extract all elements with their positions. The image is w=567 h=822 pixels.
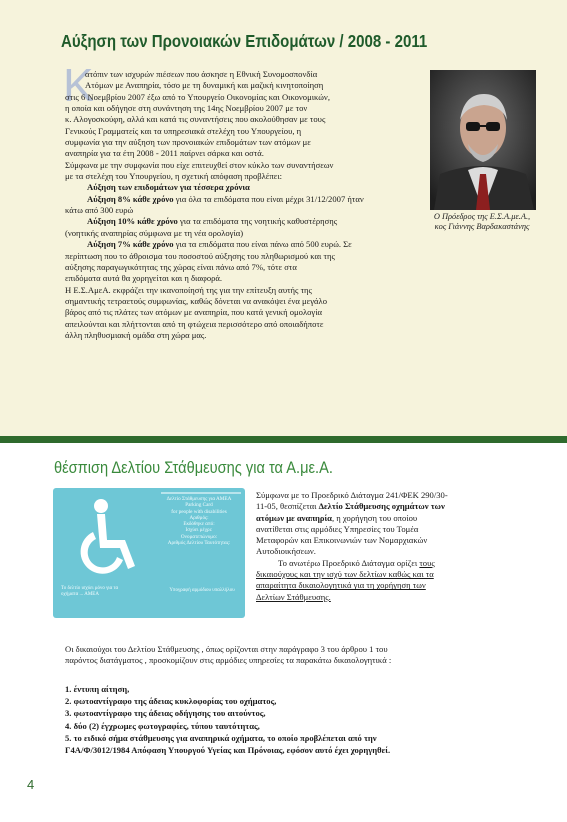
photo-caption: Ο Πρόεδρος της Ε.Σ.Α.με.Α., κος Γιάννης Βαρδακαστάνης <box>433 212 531 231</box>
section-divider <box>0 436 567 443</box>
article-title: Αύξηση των Προνοιακών Επιδομάτων / 2008 - 2011 <box>61 31 428 51</box>
body-line: συμφωνία για την αύξηση των προνοιακών επιδομάτων των ατόμων με <box>65 137 311 148</box>
body-line: Γενικούς Γραμματείς και τα υπηρεσιακά στελέχη του Υπουργείου, η <box>65 125 302 136</box>
list-item: 4. δύο (2) έγχρωμες φωτογραφίες, τύπου ταυτότητας, <box>65 720 260 731</box>
required-documents-list <box>65 683 535 756</box>
body-line: βάρος από τις πλάτες των ατόμων με αναπηρία, που κατά γενική ομολογία <box>65 307 323 318</box>
list-item: 1. έντυπη αίτηση, <box>65 684 130 694</box>
body-line: αύξησης παραγωγικότητας της χώρας είναι πάνω από 7%, τότε στα <box>65 261 297 272</box>
portrait-image <box>430 70 536 210</box>
body-line: αναπηρία για τα έτη 2008 - 2011 παίρνει σάρκα και οστά. <box>65 148 264 159</box>
drop-cap: Κ <box>63 59 94 111</box>
card-text: Δελτίο Στάθμευσης για ΑΜΕΑ Parking Card for people with disabilities Αριθμός: Εκδόθηκε από: Ισχύει μέχρι: Ονοματεπώνυμο: Αριθμός Δελτίου Ταυτότητας: <box>166 496 232 547</box>
increase-3-label: Αύξηση 7% κάθε χρόνο <box>87 239 174 250</box>
parking-card-image <box>53 488 245 618</box>
list-item: Γ4Α/Φ/3012/1984 Απόφαση Υπουργού Υγείας και Πρόνοιας, εφόσον αυτό έχει χορηγηθεί. <box>65 745 391 756</box>
body-line: κάτω από 300 ευρώ <box>65 205 134 216</box>
section-intro: Σύμφωνα με το Προεδρικό Διάταγμα 241/ΦΕΚ 290/30- 11-05, θεσπίζεται Δελτίο Στάθμευσης οχημάτων των ατόμων με αναπηρία, η χορήγηση του οποίου ανατίθεται στις αρμόδιες Υπηρεσίες του Τομέα Μεταφορών και Επικοινωνιών των Νομαρχιακών Αυτοδιοικήσεων. Το ανωτέρω Προεδρικό Διάταγμα ορίζει τους δικαιούχους και την ισχύ των δελτίων καθώς και τα απαραίτητα δικαιολογητικά για τη χορήγηση των Δελτίων Στάθμευσης. <box>256 490 448 602</box>
list-item: 2. φωτοαντίγραφο της άδειας κυκλοφορίας του οχήματος, <box>65 696 277 707</box>
body-line: επιδόματα αυτά θα χορηγείται και η διαφορά. <box>65 273 223 284</box>
article-body: ατόπιν των ισχυρών πιέσεων που άσκησε η Εθνική Συνομοσπονδία Ατόμων με Αναπηρία, τόσο με τη δυναμική και μαζική κινητοποίηση στις 6 Νοεμβρίου 2007 έξω από το Υπουργείο Οικονομίας και Οικονομικών, η οποία και οδήγησε στη συνάντηση της 14ης Νοεμβρίου 2007 με τον κ. Αλογοσκούφη, αλλά και κατά τις συναντήσεις που ακολούθησαν με τους Γενικούς Γραμματείς και τα υπηρεσιακά στελέχη του Υπουργείου, η συμφωνία για την αύξηση των προνοιακών επιδομάτων των ατόμων με αναπηρία για τα έτη 2008 - 2011 παίρνει σάρκα και οστά. Σύμφωνα με την συμφωνία που είχε επιτευχθεί στον κύκλο των συναντήσεων με τα στελέχη του Υπουργείου, η σχετική απόφαση προβλέπει: Αύξηση των επιδομάτων για τέσσερα χρόνια Αύξηση 8% κάθε χρόνο για όλα τα επιδόματα που είναι μέχρι 31/12/2007 ήταν κάτω από 300 ευρώ Αύξηση 10% κάθε χρόνο για τα επιδόματα της νοητικής καθυστέρησης (νοητικής αναπηρίας σύμφωνα με τη νέα ορολογία) Αύξηση 7% κάθε χρόνο για τα επιδόματα που είναι πάνω από 500 ευρώ. Σε περίπτωση που το άθροισμα του ποσοστού αύξησης του πληθωρισμού και της αύξησης παραγωγικότητας της χώρας είναι πάνω από 7%, τότε στα επιδόματα αυτά θα χορηγείται και η διαφορά. Η Ε.Σ.ΑμεΑ. εκφράζει την ικανοποίησή της για την επίτευξη αυτής της σημαντικής τετραετούς συμφωνίας, καθώς δόνεται να ανακόψει ένα μεγάλο βάρος από τις πλάτες των ατόμων με αναπηρία, που κατά γενική ομολογία απειλούνται και πλήττονται από τη φτώχεια περισσότερο από οποιαδήποτε άλλη πληθυσμιακή ομάδα στη χώρα μας. <box>65 69 430 341</box>
president-photo <box>430 70 536 210</box>
body-line: η οποία και οδήγησε στη συνάντηση της 14ης Νοεμβρίου 2007 με τον <box>65 103 308 114</box>
list-item: 5. το ειδικό σήμα στάθμευσης για αναπηρικά οχήματα, το οποίο προβλέπεται από την <box>65 732 377 743</box>
body-line: περίπτωση που το άθροισμα του ποσοστού αύξησης του πληθωρισμού και της <box>65 250 335 261</box>
increase-1-label: Αύξηση 8% κάθε χρόνο <box>87 193 174 204</box>
body-line: σημαντικής τετραετούς συμφωνίας, καθώς δόνεται να ανακόψει ένα μεγάλο <box>65 295 328 306</box>
list-item: 3. φωτοαντίγραφο της άδειας οδήγησης του αιτούντος, <box>65 708 266 719</box>
body-line: κ. Αλογοσκούφη, αλλά και κατά τις συναντήσεις που ακολούθησαν με τους <box>65 114 326 125</box>
body-line: Ατόμων με Αναπηρία, τόσο με τη δυναμική και μαζική κινητοποίηση <box>85 80 324 91</box>
body-line: (νοητικής αναπηρίας σύμφωνα με τη νέα ορολογία) <box>65 227 244 238</box>
body-line: με τα στελέχη του Υπουργείου, η σχετική απόφαση προβλέπει: <box>65 171 283 182</box>
eligibility-paragraph: Οι δικαιούχοι του Δελτίου Στάθμευσης , όπως ορίζονται στην παράγραφο 3 του άρθρου 1 του παρόντος διατάγματος , προσκομίζουν στις αρμόδιες υπηρεσίες τα παρακάτω δικαιολογητικά : <box>65 644 392 666</box>
body-line: Σύμφωνα με την συμφωνία που είχε επιτευχθεί στον κύκλο των συναντήσεων <box>65 159 334 170</box>
increase-2-label: Αύξηση 10% κάθε χρόνο <box>87 216 178 227</box>
card-signature: Υπογραφή αρμόδιου υπαλλήλου <box>169 588 235 593</box>
body-line: ατόπιν των ισχυρών πιέσεων που άσκησε η Εθνική Συνομοσπονδία <box>85 69 318 79</box>
section-title: θέσπιση Δελτίου Στάθμευσης για τα Α.με.Α. <box>54 458 333 477</box>
body-line: άλλη πληθυσμιακή ομάδα στη χώρα μας. <box>65 329 207 340</box>
page-number: 4 <box>27 777 35 792</box>
body-line: στις 6 Νοεμβρίου 2007 έξω από το Υπουργείο Οικονομίας και Οικονομικών, <box>65 91 330 102</box>
body-line: Η Ε.Σ.ΑμεΑ. εκφράζει την ικανοποίησή της για την επίτευξη αυτής της <box>65 284 312 295</box>
body-line: απειλούνται και πλήττονται από τη φτώχεια περισσότερο από οποιαδήποτε <box>65 318 324 329</box>
subheading: Αύξηση των επιδομάτων για τέσσερα χρόνια <box>87 182 250 193</box>
card-footnote: Το δελτίο ισχύει μόνο για τα οχήματα ... ΑΜΕΑ <box>61 586 119 597</box>
